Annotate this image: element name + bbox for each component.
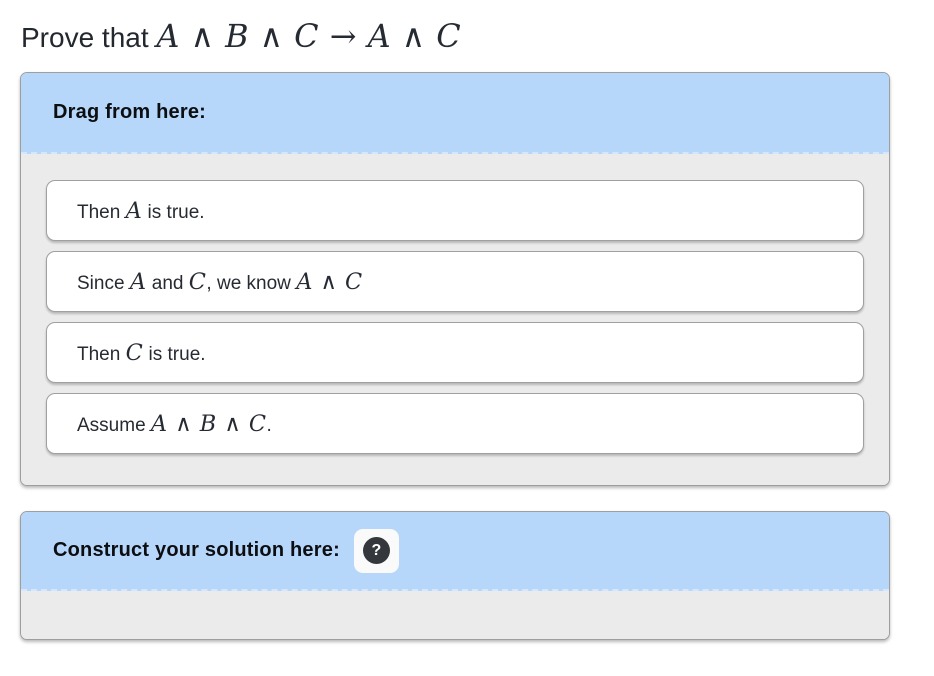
drag-card-text bbox=[77, 340, 206, 366]
question-mark-icon: ? bbox=[363, 537, 390, 564]
text-segment: is true. bbox=[142, 201, 205, 223]
solution-panel bbox=[20, 511, 890, 640]
drag-cards-container bbox=[21, 154, 889, 485]
drag-card-4[interactable] bbox=[46, 393, 864, 454]
page-title bbox=[21, 16, 934, 58]
text-segment: Then bbox=[77, 343, 126, 365]
proof-exercise-page bbox=[0, 16, 934, 676]
math-expression: A bbox=[125, 197, 143, 224]
solution-panel-title: Construct your solution here: bbox=[53, 539, 340, 561]
text-segment: Then bbox=[77, 201, 126, 223]
drag-card-3[interactable] bbox=[46, 322, 864, 383]
text-segment: Prove that bbox=[21, 22, 157, 53]
math-expression: A bbox=[129, 268, 147, 295]
drag-card-text bbox=[77, 411, 272, 437]
solution-drop-zone[interactable] bbox=[21, 591, 889, 639]
help-button[interactable] bbox=[354, 529, 399, 573]
math-expression: C bbox=[125, 339, 144, 366]
drag-panel-header bbox=[21, 73, 889, 154]
drag-panel-title: Drag from here: bbox=[53, 101, 207, 123]
math-expression: A ∧ B ∧ C → A ∧ C bbox=[156, 17, 462, 55]
solution-panel-header bbox=[21, 512, 889, 591]
math-expression: C bbox=[188, 268, 207, 295]
text-segment: and bbox=[146, 272, 189, 294]
math-expression: A ∧ B ∧ C bbox=[150, 410, 267, 437]
drag-card-text bbox=[77, 198, 205, 224]
drag-source-panel bbox=[20, 72, 890, 486]
text-segment: Since bbox=[77, 272, 130, 294]
text-segment: Assume bbox=[77, 414, 151, 436]
text-segment: , we know bbox=[206, 272, 297, 294]
text-segment: is true. bbox=[143, 343, 206, 365]
drag-card-1[interactable] bbox=[46, 180, 864, 241]
text-segment: . bbox=[266, 414, 272, 436]
drag-card-2[interactable] bbox=[46, 251, 864, 312]
drag-card-text bbox=[77, 269, 363, 295]
math-expression: A ∧ C bbox=[296, 268, 363, 295]
